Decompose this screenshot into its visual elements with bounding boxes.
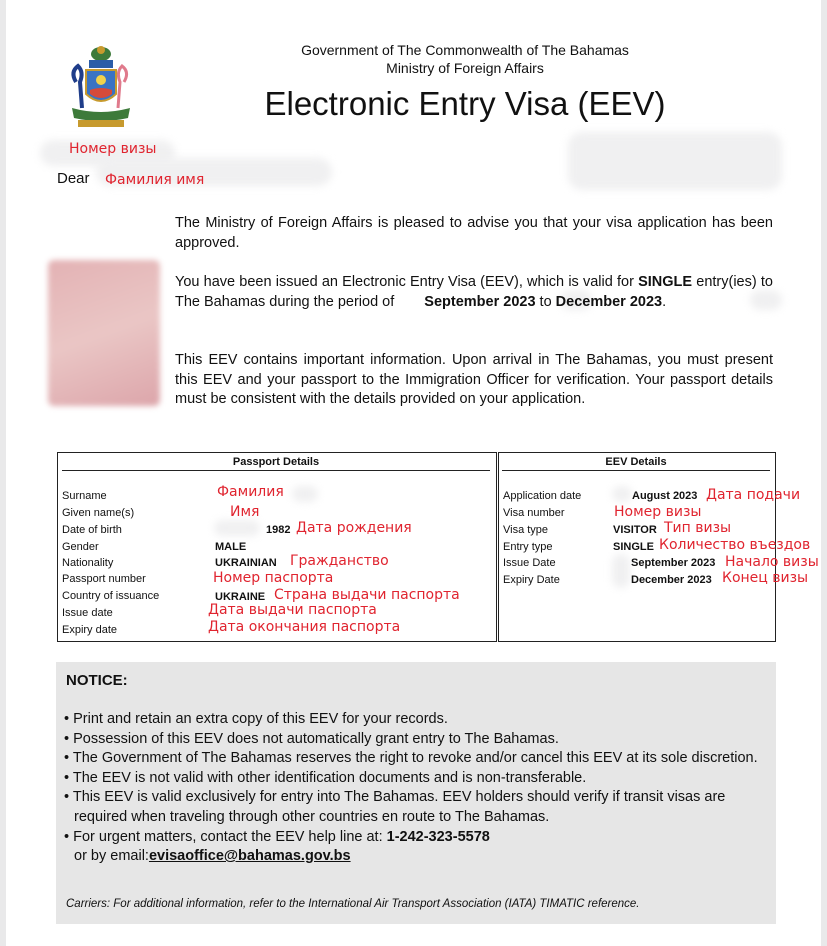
annotation-nationality: Гражданство	[290, 553, 389, 569]
value-issue-date: September 2023	[631, 557, 716, 569]
value-expiry-date: December 2023	[631, 574, 712, 586]
annotation-visa-end: Конец визы	[722, 570, 809, 586]
list-item: • The EEV is not valid with other identification documents and is non-transferable.	[64, 769, 587, 786]
value-visa-type: VISITOR	[613, 524, 657, 536]
list-item: • Possession of this EEV does not automatically grant entry to The Bahamas.	[64, 730, 559, 747]
value-application-date: August 2023	[632, 490, 698, 502]
value-birth-year: 1982	[266, 524, 291, 536]
list-item: • Print and retain an extra copy of this EEV for your records.	[64, 711, 448, 727]
annotation-surname: Фамилия	[217, 484, 284, 500]
list-item-email: or by email:evisaoffice@bahamas.gov.bs	[74, 848, 351, 865]
label-entry-type: Entry type	[503, 541, 553, 553]
label-expiry-date: Expiry Date	[503, 574, 560, 586]
label-application-date: Application date	[503, 490, 582, 502]
notice-box	[56, 662, 776, 924]
annotation-given-name: Имя	[230, 504, 260, 520]
label-gender: Gender	[62, 541, 99, 553]
redaction	[568, 132, 782, 190]
annotation-application-date: Дата подачи	[706, 487, 801, 503]
coat-of-arms-icon	[62, 42, 140, 130]
annotation-expiry-date: Дата окончания паспорта	[208, 619, 401, 635]
salutation: Dear	[57, 170, 90, 187]
label-visa-type: Visa type	[503, 524, 549, 536]
ministry-line: Ministry of Foreign Affairs	[386, 60, 544, 76]
eev-details-heading: EEV Details	[502, 456, 770, 471]
label-nationality: Nationality	[62, 557, 114, 569]
annotation-entry-type: Количество въездов	[659, 537, 811, 553]
paragraph-approval: The Ministry of Foreign Affairs is pleased to advise you that your visa application has been approved.	[175, 215, 773, 251]
carriers-note: Carriers: For additional information, refer to the International Air Transport Association (IATA) TIMATIC reference.	[66, 898, 640, 910]
label-expiry-date: Expiry date	[62, 624, 118, 636]
value-gender: MALE	[215, 541, 247, 553]
label-given-names: Given name(s)	[62, 507, 135, 519]
photo-redaction	[48, 260, 160, 406]
list-item: • This EEV is valid exclusively for entry into The Bahamas. EEV holders should verify if transit visas are required when traveling through other countries en route to The Bahamas.	[64, 789, 726, 825]
label-surname: Surname	[62, 490, 107, 502]
list-item-contact: • For urgent matters, contact the EEV help line at: 1-242-323-5578	[64, 828, 490, 845]
annotation-surname-name: Фамилия имя	[105, 172, 205, 188]
value-country: UKRAINE	[215, 591, 266, 603]
help-email-link[interactable]: evisaoffice@bahamas.gov.bs	[148, 848, 351, 865]
label-visa-number: Visa number	[503, 507, 565, 519]
list-item: • The Government of The Bahamas reserves the right to revoke and/or cancel this EEV at its sole discretion.	[64, 750, 758, 767]
paragraph-instructions: This EEV contains important information. Upon arrival in The Bahamas, you must present this EEV and your passport to the Immigration Officer for verification. Your passport details must be consistent with the details provided on your application.	[175, 352, 773, 407]
paragraph-validity: You have been issued an Electronic Entry Visa (EEV), which is valid for SINGLE entry(ies) to The Bahamas during the period of September 2023 to December 2023.	[175, 274, 773, 310]
notice-list	[64, 710, 764, 867]
government-line: Government of The Commonwealth of The Bahamas	[301, 42, 629, 58]
page-title: Electronic Entry Visa (EEV)	[264, 85, 666, 122]
label-passport-number: Passport number	[62, 573, 146, 585]
label-country-of-issuance: Country of issuance	[62, 590, 160, 602]
value-entry-type: SINGLE	[613, 541, 654, 553]
annotation-country: Страна выдачи паспорта	[274, 587, 460, 603]
value-nationality: UKRAINIAN	[215, 557, 277, 569]
annotation-visa-number-eev: Номер визы	[614, 504, 702, 520]
annotation-passport-number: Номер паспорта	[213, 570, 334, 586]
annotation-visa-start: Начало визы	[725, 554, 819, 570]
annotation-visa-number: Номер визы	[69, 141, 157, 157]
annotation-visa-type: Тип визы	[664, 520, 732, 536]
passport-details-heading: Passport Details	[62, 456, 490, 471]
annotation-issue-date: Дата выдачи паспорта	[208, 602, 377, 618]
label-date-of-birth: Date of birth	[62, 524, 122, 536]
notice-heading: NOTICE:	[66, 672, 128, 689]
label-issue-date: Issue date	[62, 607, 113, 619]
help-phone: 1-242-323-5578	[386, 828, 490, 845]
label-issue-date: Issue Date	[503, 557, 556, 569]
annotation-birth-date: Дата рождения	[296, 520, 412, 536]
